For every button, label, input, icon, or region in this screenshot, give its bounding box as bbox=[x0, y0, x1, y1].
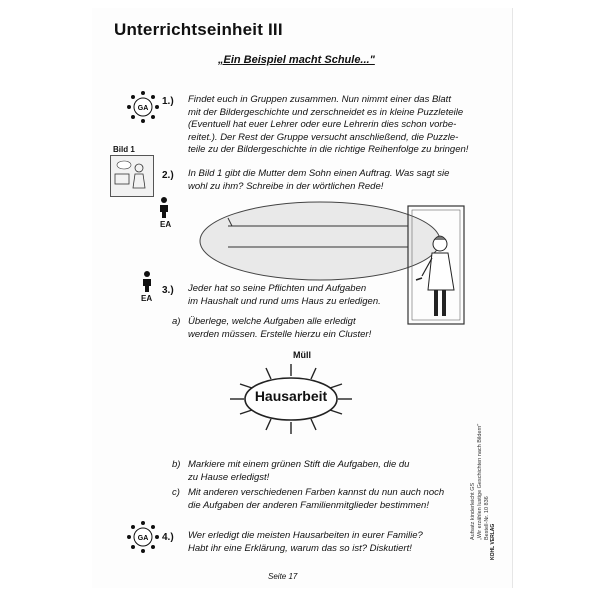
mother-at-door-illustration bbox=[396, 200, 472, 328]
task-2-text: In Bild 1 gibt die Mutter dem Sohn einen Auftrag. Was sagt sie wohl zu ihm? Schreibe in der wörtlichen Rede! bbox=[188, 168, 450, 192]
task-3a-text: Überlege, welche Aufgaben alle erledigt werden müssen. Erstelle hierzu ein Cluster! bbox=[188, 316, 372, 340]
group-work-icon-task-4 bbox=[126, 520, 160, 554]
group-work-icon bbox=[126, 90, 160, 124]
page-subtitle: „Ein Beispiel macht Schule..." bbox=[218, 54, 375, 66]
bild-1-thumbnail bbox=[110, 155, 154, 197]
task-3c-text: Mit anderen verschiedenen Farben kannst du nun auch noch die Aufgaben der anderen Familienmitglieder bestimmen! bbox=[188, 487, 445, 511]
task-2-number: 2.) bbox=[162, 170, 174, 181]
task-4-badge: GA bbox=[137, 535, 149, 542]
task-1-text: Findet euch in Gruppen zusammen. Nun nimmt einer das Blatt mit der Bildergeschichte und zerschneidet es in kleine Puzzleteile (Eventuell hat euer Lehrer oder eure Lehrerin dies schon vorbe- reitet.). Der Rest der Gruppe versucht anschließend, die Puzzle- teile zu der Bildergeschichte in die richtige Reihenfolge zu bringen! bbox=[188, 94, 469, 156]
publisher-logo: KOHL VERLAG bbox=[490, 523, 496, 560]
image-label: Bild 1 bbox=[113, 145, 135, 154]
cluster-word-muell: Müll bbox=[293, 350, 311, 360]
single-work-icon bbox=[157, 196, 171, 218]
publisher-sidebar: Aufsatz kinderleicht GS „Wir erzählen lustige Geschichten nach Bildern" Bestell-Nr. 10 836 bbox=[470, 423, 490, 540]
task-3-number: 3.) bbox=[162, 285, 174, 296]
task-3b-text: Markiere mit einem grünen Stift die Aufgaben, die du zu Hause erledigst! bbox=[188, 459, 410, 483]
page-number: Seite 17 bbox=[268, 572, 298, 581]
task-3a-marker: a) bbox=[172, 316, 181, 327]
task-4-number: 4.) bbox=[162, 532, 174, 543]
task-3-text: Jeder hat so seine Pflichten und Aufgaben im Haushalt und rund ums Haus zu erledigen. bbox=[188, 283, 381, 307]
task-1-number: 1.) bbox=[162, 96, 174, 107]
task-3b-marker: b) bbox=[172, 459, 181, 470]
cluster-center-word: Hausarbeit bbox=[254, 388, 328, 404]
task-1-badge: GA bbox=[137, 105, 149, 112]
task-4-text: Wer erledigt die meisten Hausarbeiten in eurer Familie? Habt ihr eine Erklärung, warum das so ist? Diskutiert! bbox=[188, 530, 423, 554]
task-3-badge: EA bbox=[141, 294, 153, 303]
task-2-badge: EA bbox=[160, 220, 172, 229]
page-title: Unterrichtseinheit III bbox=[114, 20, 283, 39]
task-3c-marker: c) bbox=[172, 487, 180, 498]
single-work-icon-task-3 bbox=[140, 270, 154, 292]
